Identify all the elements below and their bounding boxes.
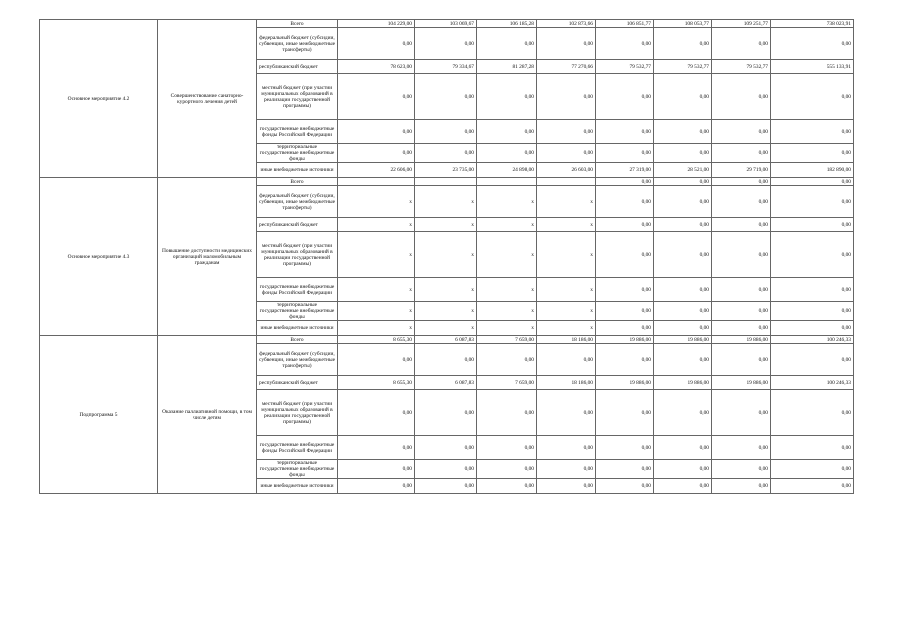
budget-table-body [40, 20, 854, 494]
year-value-cell: 0,00 [338, 479, 415, 494]
year-value-cell: x [537, 321, 596, 336]
program-description-cell: Повышение доступности медицинских организаций маломобильным гражданам [158, 178, 257, 336]
funding-source-cell: территориальные государственные внебюджетные фонды [257, 460, 338, 479]
year-value-cell: 0,00 [537, 120, 596, 144]
year-value-cell: 0,00 [415, 120, 477, 144]
year-value-cell: 26 603,00 [537, 163, 596, 178]
year-value-cell: 0,00 [654, 460, 712, 479]
year-value-cell: 0,00 [537, 390, 596, 436]
funding-source-cell: федеральный бюджет (субсидии, субвенции, иные межбюджетные трансферты) [257, 186, 338, 218]
year-value-cell: 0,00 [712, 28, 771, 60]
year-value-cell: 7 659,00 [477, 336, 537, 344]
year-value-cell: 0,00 [712, 479, 771, 494]
year-value-cell: x [477, 186, 537, 218]
year-value-cell: 0,00 [712, 186, 771, 218]
year-value-cell: 0,00 [596, 321, 654, 336]
year-value-cell: x [415, 278, 477, 302]
year-value-cell: 0,00 [415, 28, 477, 60]
year-value-cell: 0,00 [415, 74, 477, 120]
year-value-cell: 0,00 [654, 186, 712, 218]
year-value-cell: 18 186,00 [537, 376, 596, 390]
year-value-cell: 0,00 [537, 479, 596, 494]
year-value-cell: x [537, 218, 596, 232]
year-value-cell: 0,00 [654, 278, 712, 302]
year-value-cell: x [338, 278, 415, 302]
year-value-cell: 18 186,00 [537, 336, 596, 344]
funding-source-cell: территориальные государственные внебюджетные фонды [257, 302, 338, 321]
year-value-cell: 0,00 [415, 144, 477, 163]
year-value-cell: x [415, 321, 477, 336]
year-value-cell: 8 655,30 [338, 376, 415, 390]
year-value-cell [537, 178, 596, 186]
year-value-cell: 0,00 [537, 74, 596, 120]
year-value-cell: 28 521,00 [654, 163, 712, 178]
year-value-cell: 102 873,66 [537, 20, 596, 28]
year-value-cell: 0,00 [596, 28, 654, 60]
year-value-cell: 0,00 [712, 144, 771, 163]
year-value-cell: 19 886,00 [596, 336, 654, 344]
year-value-cell: 23 735,00 [415, 163, 477, 178]
year-value-cell: 106 851,77 [596, 20, 654, 28]
year-value-cell: x [477, 232, 537, 278]
year-value-cell: 0,00 [654, 436, 712, 460]
funding-source-cell: иные внебюджетные источники [257, 163, 338, 178]
year-value-cell: x [477, 302, 537, 321]
total-value-cell: 738 023,91 [771, 20, 854, 28]
year-value-cell: 79 532,77 [596, 60, 654, 74]
total-value-cell: 0,00 [771, 120, 854, 144]
year-value-cell: 0,00 [654, 479, 712, 494]
year-value-cell: 0,00 [654, 321, 712, 336]
funding-source-cell: республиканский бюджет [257, 218, 338, 232]
year-value-cell: 0,00 [477, 120, 537, 144]
year-value-cell: 106 185,28 [477, 20, 537, 28]
year-value-cell: 22 606,00 [338, 163, 415, 178]
year-value-cell: 79 334,67 [415, 60, 477, 74]
funding-source-cell: Всего [257, 178, 338, 186]
year-value-cell: 0,00 [654, 144, 712, 163]
total-value-cell: 0,00 [771, 186, 854, 218]
year-value-cell: 0,00 [712, 390, 771, 436]
year-value-cell: 19 886,00 [654, 336, 712, 344]
year-value-cell: 19 886,00 [596, 376, 654, 390]
year-value-cell: 0,00 [596, 178, 654, 186]
funding-source-cell: республиканский бюджет [257, 376, 338, 390]
year-value-cell: 77 270,66 [537, 60, 596, 74]
funding-source-cell: федеральный бюджет (субсидии, субвенции, иные межбюджетные трансферты) [257, 344, 338, 376]
table-row [40, 178, 854, 186]
year-value-cell: 109 251,77 [712, 20, 771, 28]
year-value-cell: 0,00 [338, 144, 415, 163]
year-value-cell: 0,00 [596, 390, 654, 436]
total-value-cell: 100 246,33 [771, 336, 854, 344]
total-value-cell: 0,00 [771, 479, 854, 494]
year-value-cell: x [415, 186, 477, 218]
year-value-cell: 0,00 [537, 460, 596, 479]
total-value-cell: 0,00 [771, 344, 854, 376]
funding-source-cell: Всего [257, 336, 338, 344]
year-value-cell: 103 069,67 [415, 20, 477, 28]
total-value-cell: 0,00 [771, 232, 854, 278]
program-name-cell: Основное мероприятие 4.3 [40, 178, 158, 336]
year-value-cell: 6 087,83 [415, 376, 477, 390]
year-value-cell: 0,00 [712, 321, 771, 336]
year-value-cell: 0,00 [654, 120, 712, 144]
year-value-cell: 0,00 [596, 120, 654, 144]
year-value-cell: 104 229,00 [338, 20, 415, 28]
year-value-cell: 19 886,00 [654, 376, 712, 390]
year-value-cell: 0,00 [477, 144, 537, 163]
total-value-cell: 0,00 [771, 218, 854, 232]
year-value-cell: 0,00 [596, 218, 654, 232]
year-value-cell: 0,00 [712, 232, 771, 278]
year-value-cell: 0,00 [654, 390, 712, 436]
year-value-cell: 108 053,77 [654, 20, 712, 28]
funding-source-cell: государственные внебюджетные фонды Российской Федерации [257, 436, 338, 460]
year-value-cell: 0,00 [596, 144, 654, 163]
year-value-cell: x [537, 186, 596, 218]
year-value-cell: 8 655,30 [338, 336, 415, 344]
funding-source-cell: иные внебюджетные источники [257, 479, 338, 494]
year-value-cell: 29 719,00 [712, 163, 771, 178]
year-value-cell: 0,00 [654, 302, 712, 321]
year-value-cell: x [338, 321, 415, 336]
year-value-cell: x [537, 232, 596, 278]
year-value-cell: 0,00 [338, 390, 415, 436]
year-value-cell: x [477, 278, 537, 302]
year-value-cell: 0,00 [654, 218, 712, 232]
year-value-cell: 0,00 [596, 278, 654, 302]
year-value-cell: 0,00 [654, 344, 712, 376]
year-value-cell: 0,00 [596, 232, 654, 278]
year-value-cell: 0,00 [477, 344, 537, 376]
year-value-cell: 0,00 [654, 232, 712, 278]
year-value-cell [477, 178, 537, 186]
year-value-cell: 0,00 [654, 178, 712, 186]
funding-source-cell: иные внебюджетные источники [257, 321, 338, 336]
funding-source-cell: государственные внебюджетные фонды Российской Федерации [257, 120, 338, 144]
total-value-cell: 0,00 [771, 460, 854, 479]
year-value-cell: 0,00 [712, 278, 771, 302]
year-value-cell: 0,00 [338, 28, 415, 60]
funding-source-cell: федеральный бюджет (субсидии, субвенции, иные межбюджетные трансферты) [257, 28, 338, 60]
year-value-cell: 0,00 [477, 460, 537, 479]
year-value-cell: 0,00 [477, 436, 537, 460]
year-value-cell: 6 087,83 [415, 336, 477, 344]
year-value-cell: 0,00 [477, 28, 537, 60]
year-value-cell: 0,00 [712, 120, 771, 144]
funding-source-cell: местный бюджет (при участии муниципальных образований в реализации государственной программы) [257, 232, 338, 278]
year-value-cell: 0,00 [415, 436, 477, 460]
year-value-cell: x [477, 218, 537, 232]
year-value-cell: x [415, 218, 477, 232]
total-value-cell: 0,00 [771, 178, 854, 186]
total-value-cell: 0,00 [771, 28, 854, 60]
year-value-cell: 78 623,00 [338, 60, 415, 74]
year-value-cell: 0,00 [537, 344, 596, 376]
total-value-cell: 0,00 [771, 74, 854, 120]
total-value-cell: 0,00 [771, 321, 854, 336]
year-value-cell: x [415, 302, 477, 321]
year-value-cell: x [537, 278, 596, 302]
year-value-cell: 0,00 [415, 460, 477, 479]
year-value-cell: 0,00 [338, 460, 415, 479]
table-row [40, 336, 854, 344]
year-value-cell: x [338, 186, 415, 218]
year-value-cell: 19 886,00 [712, 376, 771, 390]
funding-source-cell: государственные внебюджетные фонды Российской Федерации [257, 278, 338, 302]
year-value-cell: 79 532,77 [654, 60, 712, 74]
year-value-cell: x [338, 232, 415, 278]
year-value-cell: 0,00 [338, 74, 415, 120]
year-value-cell: 7 659,00 [477, 376, 537, 390]
year-value-cell: 0,00 [596, 186, 654, 218]
year-value-cell: 0,00 [596, 460, 654, 479]
year-value-cell: 79 532,77 [712, 60, 771, 74]
total-value-cell: 0,00 [771, 390, 854, 436]
total-value-cell: 0,00 [771, 278, 854, 302]
budget-table [39, 19, 854, 494]
table-row [40, 20, 854, 28]
year-value-cell: 0,00 [338, 344, 415, 376]
year-value-cell: 0,00 [712, 74, 771, 120]
year-value-cell: 81 287,28 [477, 60, 537, 74]
year-value-cell: 0,00 [712, 460, 771, 479]
year-value-cell: 0,00 [596, 344, 654, 376]
funding-source-cell: местный бюджет (при участии муниципальных образований в реализации государственной программы) [257, 74, 338, 120]
year-value-cell: x [477, 321, 537, 336]
year-value-cell: x [537, 302, 596, 321]
year-value-cell: 0,00 [537, 28, 596, 60]
total-value-cell: 0,00 [771, 436, 854, 460]
year-value-cell: 0,00 [338, 120, 415, 144]
year-value-cell: 19 886,00 [712, 336, 771, 344]
year-value-cell: 27 319,00 [596, 163, 654, 178]
year-value-cell: 0,00 [415, 344, 477, 376]
year-value-cell: 0,00 [654, 74, 712, 120]
year-value-cell: 0,00 [654, 28, 712, 60]
year-value-cell: 0,00 [712, 436, 771, 460]
program-name-cell: Подпрограмма 5 [40, 336, 158, 494]
year-value-cell: 0,00 [596, 74, 654, 120]
year-value-cell: 0,00 [415, 390, 477, 436]
year-value-cell: 0,00 [712, 218, 771, 232]
year-value-cell [415, 178, 477, 186]
year-value-cell: 0,00 [415, 479, 477, 494]
year-value-cell: x [338, 218, 415, 232]
total-value-cell: 100 246,33 [771, 376, 854, 390]
year-value-cell: 0,00 [477, 479, 537, 494]
funding-source-cell: Всего [257, 20, 338, 28]
total-value-cell: 555 133,91 [771, 60, 854, 74]
year-value-cell: 0,00 [596, 302, 654, 321]
year-value-cell: 0,00 [596, 479, 654, 494]
year-value-cell [338, 178, 415, 186]
year-value-cell: 0,00 [712, 178, 771, 186]
year-value-cell: 0,00 [537, 436, 596, 460]
year-value-cell: 0,00 [596, 436, 654, 460]
year-value-cell: x [338, 302, 415, 321]
funding-source-cell: местный бюджет (при участии муниципальных образований в реализации государственной программы) [257, 390, 338, 436]
total-value-cell: 0,00 [771, 302, 854, 321]
funding-source-cell: республиканский бюджет [257, 60, 338, 74]
year-value-cell: 0,00 [477, 74, 537, 120]
year-value-cell: 0,00 [537, 144, 596, 163]
year-value-cell: x [415, 232, 477, 278]
year-value-cell: 0,00 [712, 302, 771, 321]
year-value-cell: 24 898,00 [477, 163, 537, 178]
program-description-cell: Совершенствование санаторно-курортного лечения детей [158, 20, 257, 178]
total-value-cell: 182 890,00 [771, 163, 854, 178]
year-value-cell: 0,00 [712, 344, 771, 376]
program-description-cell: Оказание паллиативной помощи, в том числе детям [158, 336, 257, 494]
funding-source-cell: территориальные государственные внебюджетные фонды [257, 144, 338, 163]
year-value-cell: 0,00 [477, 390, 537, 436]
year-value-cell: 0,00 [338, 436, 415, 460]
program-name-cell: Основное мероприятие 4.2 [40, 20, 158, 178]
total-value-cell: 0,00 [771, 144, 854, 163]
